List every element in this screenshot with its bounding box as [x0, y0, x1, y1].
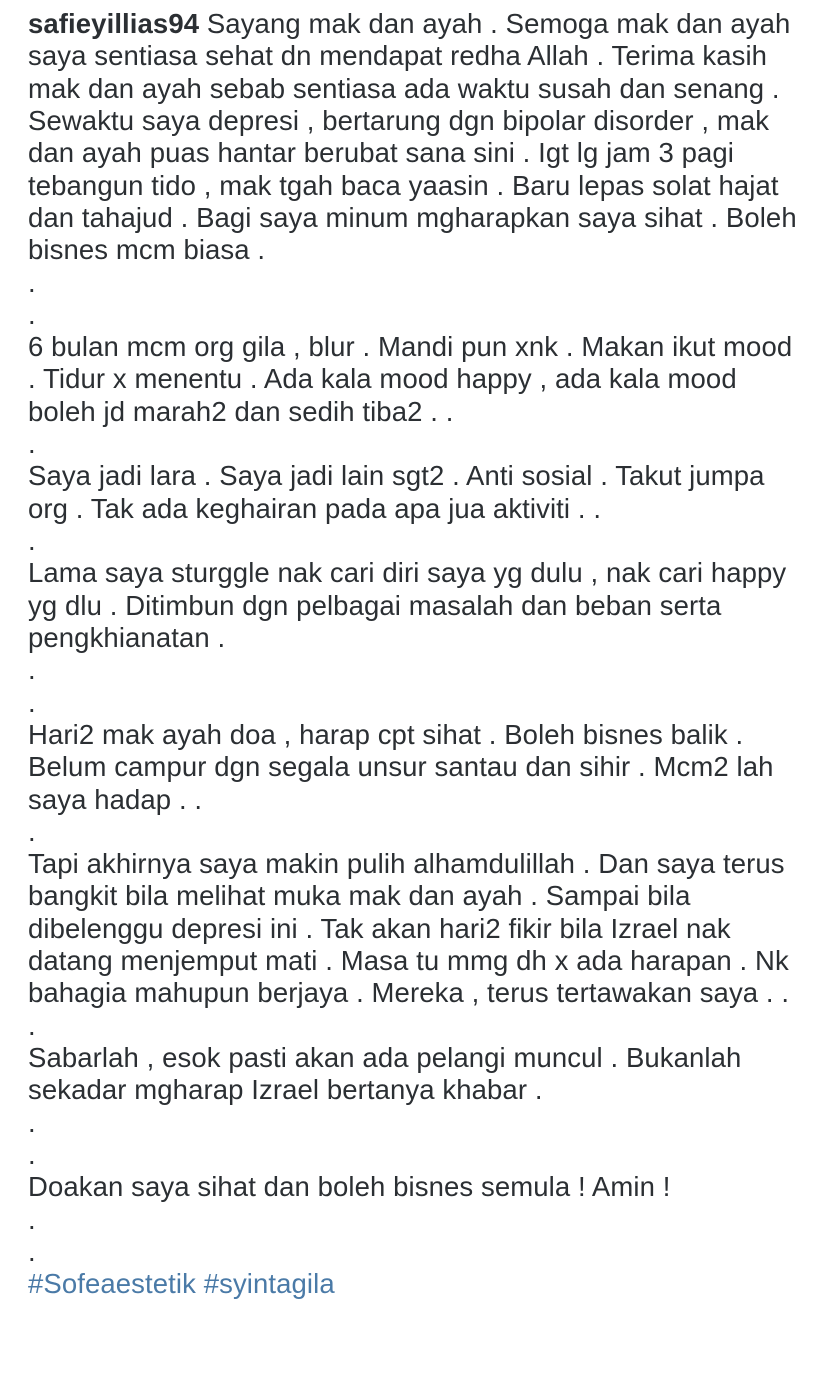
caption-spacer-dot: .: [28, 686, 36, 718]
hashtag-list: [28, 1268, 335, 1299]
caption-paragraph: 6 bulan mcm org gila , blur . Mandi pun xnk . Makan ikut mood . Tidur x menentu . Ada kala mood happy , ada kala mood boleh jd marah2 dan sedih tiba2 . .: [28, 331, 793, 427]
caption-paragraph: Tapi akhirnya saya makin pulih alhamdulillah . Dan saya terus bangkit bila melihat muka mak dan ayah . Sampai bila dibelenggu depresi ini . Tak akan hari2 fikir bila Izrael nak datang menjemput mati . Masa tu mmg dh x ada harapan . Nk bahagia mahupun berjaya . Mereka , terus tertawakan saya . .: [28, 848, 790, 1009]
caption-spacer-dot: .: [28, 815, 36, 847]
caption-spacer-dot: .: [28, 1203, 36, 1235]
username-link[interactable]: safieyillias94: [28, 8, 200, 39]
caption-spacer-dot: .: [28, 654, 36, 686]
caption-spacer-dot: .: [28, 525, 36, 556]
caption-paragraph: Hari2 mak ayah doa , harap cpt sihat . Boleh bisnes balik . Belum campur dgn segala unsur santau dan sihir . Mcm2 lah saya hadap . .: [28, 718, 774, 815]
caption-paragraph: Sayang mak dan ayah . Semoga mak dan ayah saya sentiasa sehat dn mendapat redha Allah . Terima kasih mak dan ayah sebab sentiasa ada waktu susah dan senang . Sewaktu saya depresi , bertarung dgn bipolar disorder , mak dan ayah puas hantar berubat sana sini . Igt lg jam 3 pagi tebangun tido , mak tgah baca yaasin . Baru lepas solat hajat dan tahajud . Bagi saya minum mgharapkan saya sihat . Boleh bisnes mcm biasa .: [28, 8, 797, 266]
caption-paragraph: Lama saya sturggle nak cari diri saya yg dulu , nak cari happy yg dlu . Ditimbun dgn pelbagai masalah dan beban serta pengkhianatan .: [28, 557, 787, 653]
caption-spacer-dot: .: [28, 428, 36, 460]
hashtag-link[interactable]: #Sofeaestetik: [28, 1268, 196, 1300]
caption-paragraph: Doakan saya sihat dan boleh bisnes semula ! Amin !: [28, 1171, 671, 1203]
caption-spacer-dot: .: [28, 1009, 36, 1041]
hashtag-link[interactable]: #syintagila: [203, 1268, 335, 1300]
caption-spacer-dot: .: [28, 1106, 36, 1138]
caption-spacer-dot: .: [28, 298, 36, 330]
caption-paragraph: Sabarlah , esok pasti akan ada pelangi muncul . Bukanlah sekadar mgharap Izrael bertanya khabar .: [28, 1042, 742, 1106]
caption-paragraph: Saya jadi lara . Saya jadi lain sgt2 . Anti sosial . Takut jumpa org . Tak ada keghairan pada apa jua aktiviti . .: [28, 460, 765, 524]
caption-text: [28, 8, 800, 1301]
caption-spacer-dot: .: [28, 1235, 36, 1267]
caption-body: [28, 8, 797, 1299]
caption-spacer-dot: .: [28, 266, 36, 298]
caption-spacer-dot: .: [28, 1138, 36, 1170]
